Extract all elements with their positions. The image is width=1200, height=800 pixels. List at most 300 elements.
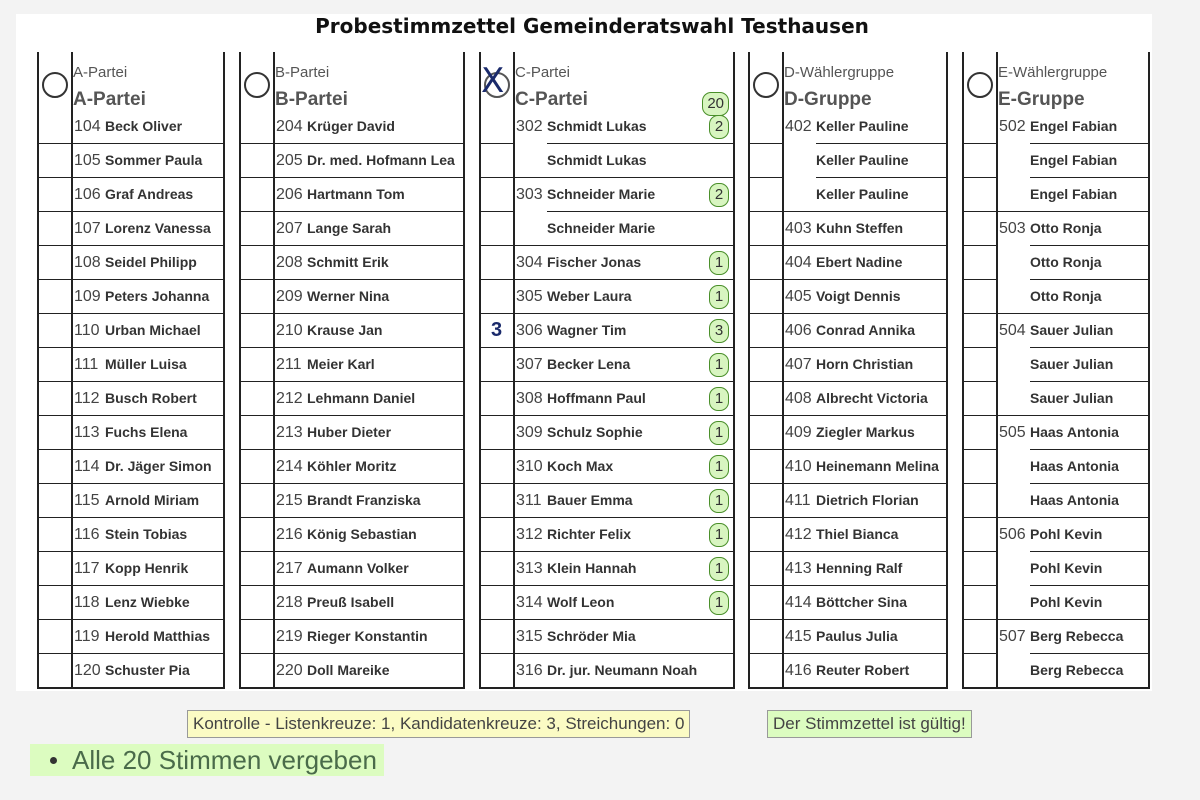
candidate-name: Thiel Bianca [816,526,899,542]
candidate-vote-cell[interactable] [39,450,71,484]
candidate-vote-cell[interactable] [481,382,513,416]
candidate-number: 410 [785,458,812,475]
candidate-vote-cell[interactable] [750,110,782,144]
candidate-name: Henning Ralf [816,560,903,576]
candidate-vote-cell[interactable] [241,348,273,382]
candidate-number: 217 [276,560,303,577]
party-column [37,52,225,689]
party-name-small: D-Wählergruppe [784,64,895,81]
candidate-name: Beck Oliver [105,118,183,134]
candidate-vote-cell[interactable] [39,246,71,280]
candidate-votes-badge: 2 [709,115,729,139]
candidate-number: 105 [74,152,101,169]
candidate-votes-badge: 1 [709,455,729,479]
candidate-vote-cell[interactable] [481,552,513,586]
candidate-name: Paulus Julia [816,628,898,644]
candidate-number: 313 [516,560,543,577]
candidate-row [750,212,946,246]
candidate-name: Krause Jan [307,322,383,338]
candidate-row [241,518,463,552]
candidate-name: Weber Laura [547,288,632,304]
candidate-name: Pohl Kevin [1030,594,1103,610]
candidate-vote-cell[interactable] [39,654,71,688]
candidate-name: König Sebastian [307,526,417,542]
candidate-row [481,586,733,620]
candidate-number: 118 [74,594,100,611]
candidate-number: 409 [785,424,812,441]
candidate-name: Lehmann Daniel [307,390,416,406]
candidate-name: Haas Antonia [1030,424,1119,440]
party-column [479,52,735,689]
candidate-vote-cell[interactable] [964,620,996,654]
candidate-number: 505 [999,424,1026,441]
candidate-vote-cell[interactable] [750,518,782,552]
candidate-row [964,620,1148,654]
candidate-vote-cell[interactable] [481,280,513,314]
candidate-number: 104 [74,118,101,135]
candidate-name: Engel Fabian [1030,186,1118,202]
candidate-vote-cell[interactable] [39,348,71,382]
candidate-name: Engel Fabian [1030,152,1118,168]
candidate-votes-badge: 1 [709,523,729,547]
candidate-row [964,246,1148,280]
candidate-vote-cell[interactable] [241,144,273,178]
candidate-name: Huber Dieter [307,424,392,440]
candidate-vote-cell[interactable] [964,144,996,178]
candidate-name: Fuchs Elena [105,424,188,440]
candidate-number: 212 [276,390,303,407]
candidate-row [241,144,463,178]
candidate-row [750,314,946,348]
candidate-vote-cell[interactable] [750,416,782,450]
candidate-name: Brandt Franziska [307,492,421,508]
candidate-number: 206 [276,186,303,203]
candidate-row [241,314,463,348]
candidate-vote-cell[interactable] [750,212,782,246]
candidate-row [964,314,1148,348]
candidate-name: Ebert Nadine [816,254,903,270]
candidate-number: 107 [74,220,101,237]
candidate-name: Albrecht Victoria [816,390,928,406]
candidate-name: Otto Ronja [1030,288,1102,304]
candidate-number: 216 [276,526,303,543]
candidate-vote-cell[interactable] [481,450,513,484]
candidate-vote-cell[interactable] [241,552,273,586]
candidate-row [481,144,733,178]
candidate-row [241,654,463,688]
candidate-vote-cell[interactable] [241,620,273,654]
candidate-vote-cell[interactable] [750,144,782,178]
candidate-number: 411 [785,492,811,509]
candidate-number: 311 [516,492,542,509]
candidate-number: 209 [276,288,303,305]
candidate-row [750,178,946,212]
candidate-vote-cell[interactable] [39,416,71,450]
candidate-row [750,110,946,144]
candidate-vote-cell[interactable] [39,382,71,416]
candidate-vote-cell[interactable] [481,484,513,518]
candidate-name: Becker Lena [547,356,631,372]
candidate-row [241,450,463,484]
candidate-name: Schmidt Lukas [547,152,647,168]
candidate-vote-cell[interactable] [750,450,782,484]
candidate-vote-cell[interactable] [964,518,996,552]
control-status: Kontrolle - Listenkreuze: 1, Kandidatenkreuze: 3, Streichungen: 0 [187,710,690,738]
party-column [748,52,948,689]
candidate-row [750,450,946,484]
party-column [962,52,1150,689]
candidate-name: Klein Hannah [547,560,637,576]
candidate-row [964,416,1148,450]
candidate-name: Schneider Marie [547,220,656,236]
candidate-vote-cell[interactable] [39,144,71,178]
candidate-vote-cell[interactable] [481,654,513,688]
candidate-name: Richter Felix [547,526,632,542]
candidate-vote-cell[interactable] [241,212,273,246]
candidate-row [750,620,946,654]
candidate-name: Schneider Marie [547,186,656,202]
candidate-number: 407 [785,356,812,373]
candidate-vote-cell[interactable] [241,280,273,314]
party-total-badge: 20 [702,92,729,116]
candidate-row [39,620,223,654]
candidate-name: Horn Christian [816,356,914,372]
candidate-row [481,484,733,518]
party-name: D-Gruppe [784,89,872,110]
candidate-name: Rieger Konstantin [307,628,428,644]
candidate-name: Arnold Miriam [105,492,200,508]
page-title: Probestimmzettel Gemeinderatswahl Testhausen [315,14,869,38]
candidate-number: 114 [74,458,100,475]
candidate-number: 219 [276,628,303,645]
candidate-vote-cell[interactable] [964,178,996,212]
candidate-name: Müller Luisa [105,356,187,372]
candidate-vote-cell[interactable] [964,314,996,348]
candidate-number: 309 [516,424,543,441]
candidate-number: 413 [785,560,812,577]
candidate-vote-cell[interactable] [964,246,996,280]
candidate-number: 403 [785,220,812,237]
candidate-name: Seidel Philipp [105,254,197,270]
candidate-name: Preuß Isabell [307,594,395,610]
candidate-number: 314 [516,594,543,611]
candidate-row [39,144,223,178]
candidate-vote-cell[interactable] [39,110,71,144]
candidate-name: Lange Sarah [307,220,392,236]
candidate-vote-cell[interactable] [241,110,273,144]
candidate-row [750,586,946,620]
candidate-row [481,280,733,314]
candidate-name: Meier Karl [307,356,375,372]
candidate-vote-cell[interactable] [481,348,513,382]
candidate-row [481,416,733,450]
candidate-number: 502 [999,118,1026,135]
candidate-number: 312 [516,526,543,543]
candidate-row [481,348,733,382]
candidate-number: 204 [276,118,303,135]
party-name-small: E-Wählergruppe [998,64,1108,81]
candidate-vote-cell[interactable] [964,450,996,484]
candidate-row [39,314,223,348]
candidate-number: 112 [74,390,100,407]
candidate-row [964,382,1148,416]
candidate-row [39,484,223,518]
candidate-vote-cell[interactable] [39,314,71,348]
candidate-number: 412 [785,526,812,543]
candidate-vote-cell[interactable] [750,484,782,518]
candidate-row [964,280,1148,314]
candidate-number: 306 [516,322,543,339]
candidate-number: 414 [785,594,812,611]
candidate-number: 119 [74,628,100,645]
candidate-vote-cell[interactable] [39,484,71,518]
candidate-name: Fischer Jonas [547,254,642,270]
candidate-vote-cell[interactable] [241,246,273,280]
candidate-name: Keller Pauline [816,118,909,134]
candidate-row [481,212,733,246]
candidate-row [750,416,946,450]
candidate-votes-badge: 1 [709,387,729,411]
candidate-name: Köhler Moritz [307,458,397,474]
candidate-row [750,246,946,280]
candidate-vote-cell[interactable] [964,552,996,586]
candidate-number: 109 [74,288,101,305]
candidate-number: 208 [276,254,303,271]
candidate-number: 205 [276,152,303,169]
candidate-vote-cell[interactable] [39,178,71,212]
candidate-number: 402 [785,118,812,135]
candidate-name: Schmidt Lukas [547,118,647,134]
candidate-vote-cell[interactable] [750,246,782,280]
candidate-votes-badge: 1 [709,489,729,513]
party-list-checkbox[interactable] [753,72,779,98]
candidate-row [241,586,463,620]
candidate-name: Lenz Wiebke [105,594,190,610]
candidate-row [481,654,733,688]
candidate-vote-cell[interactable] [481,178,513,212]
candidate-name: Sauer Julian [1030,322,1114,338]
candidate-vote-cell[interactable] [481,144,513,178]
candidate-vote-cell[interactable] [39,280,71,314]
candidate-name: Berg Rebecca [1030,662,1124,678]
candidate-vote-cell[interactable] [241,314,273,348]
candidate-vote-cell[interactable] [241,382,273,416]
candidate-row [481,620,733,654]
candidate-number: 215 [276,492,303,509]
candidate-row [241,620,463,654]
validity-status: Der Stimmzettel ist gültig! [767,710,972,738]
candidate-name: Peters Johanna [105,288,210,304]
candidate-votes-badge: 1 [709,251,729,275]
candidate-vote-cell[interactable] [39,586,71,620]
candidate-row [241,178,463,212]
candidate-name: Böttcher Sina [816,594,908,610]
candidate-number: 408 [785,390,812,407]
candidate-row [964,110,1148,144]
party-name: B-Partei [275,89,348,110]
candidate-vote-cell[interactable] [964,110,996,144]
candidate-vote-cell[interactable] [481,212,513,246]
candidate-number: 111 [74,356,99,373]
candidate-vote-cell[interactable] [750,178,782,212]
candidate-votes-badge: 1 [709,353,729,377]
candidate-vote-cell[interactable] [750,314,782,348]
summary-text: Alle 20 Stimmen vergeben [72,745,377,775]
candidate-name: Sauer Julian [1030,356,1114,372]
candidate-row [964,552,1148,586]
candidate-number: 116 [74,526,100,543]
candidate-name: Schulz Sophie [547,424,643,440]
candidate-vote-cell[interactable] [750,348,782,382]
candidate-vote-cell[interactable] [481,246,513,280]
candidate-row [39,382,223,416]
candidate-row [39,586,223,620]
candidate-votes-badge: 2 [709,183,729,207]
candidate-name: Reuter Robert [816,662,910,678]
candidate-vote-cell[interactable] [964,382,996,416]
candidate-vote-cell[interactable] [750,586,782,620]
candidate-row [39,450,223,484]
candidate-number: 304 [516,254,543,271]
candidate-name: Berg Rebecca [1030,628,1124,644]
candidate-name: Kopp Henrik [105,560,189,576]
candidate-row [481,314,733,348]
candidate-vote-cell[interactable] [750,280,782,314]
candidate-votes-badge: 1 [709,285,729,309]
candidate-number: 214 [276,458,303,475]
candidate-vote-cell[interactable] [481,110,513,144]
candidate-vote-cell[interactable] [241,586,273,620]
candidate-number: 207 [276,220,303,237]
candidate-vote-cell[interactable] [964,654,996,688]
candidate-vote-cell[interactable] [964,586,996,620]
candidate-vote-cell[interactable] [241,450,273,484]
candidate-number: 404 [785,254,812,271]
candidate-number: 117 [74,560,100,577]
candidate-number: 106 [74,186,101,203]
candidate-vote-cell[interactable] [39,212,71,246]
candidate-number: 213 [276,424,303,441]
candidate-row [241,552,463,586]
candidate-row [750,144,946,178]
candidate-name: Keller Pauline [816,152,909,168]
candidate-number: 115 [74,492,100,509]
candidate-row [964,450,1148,484]
candidate-row [39,212,223,246]
candidate-vote-cell[interactable] [750,620,782,654]
candidate-vote-cell[interactable] [241,416,273,450]
candidate-name: Heinemann Melina [816,458,939,474]
candidate-votes-badge: 3 [709,319,729,343]
candidate-name: Krüger David [307,118,395,134]
candidate-row [481,450,733,484]
candidate-name: Schmitt Erik [307,254,389,270]
candidate-number: 218 [276,594,303,611]
candidate-name: Graf Andreas [105,186,194,202]
candidate-vote-cell[interactable] [964,348,996,382]
candidate-row [241,280,463,314]
candidate-vote-cell[interactable] [481,518,513,552]
candidate-name: Hoffmann Paul [547,390,646,406]
candidate-name: Busch Robert [105,390,197,406]
candidate-vote-cell[interactable] [241,654,273,688]
candidate-name: Otto Ronja [1030,220,1102,236]
candidate-vote-cell[interactable] [964,484,996,518]
party-list-checkbox[interactable] [244,72,270,98]
candidate-number: 506 [999,526,1026,543]
candidate-number: 315 [516,628,543,645]
candidate-name: Voigt Dennis [816,288,901,304]
candidate-number: 305 [516,288,543,305]
candidate-vote-cell[interactable] [750,382,782,416]
candidate-name: Ziegler Markus [816,424,915,440]
candidate-vote-cell[interactable] [481,416,513,450]
candidate-vote-cell[interactable] [241,518,273,552]
party-list-checkbox[interactable] [42,72,68,98]
candidate-number: 415 [785,628,812,645]
candidate-vote-cell[interactable] [241,178,273,212]
candidate-name: Kuhn Steffen [816,220,904,236]
candidate-number: 316 [516,662,543,679]
candidate-votes-badge: 1 [709,421,729,445]
candidate-name: Koch Max [547,458,614,474]
candidate-votes-badge: 1 [709,557,729,581]
candidate-row [481,382,733,416]
party-list-checkbox[interactable] [967,72,993,98]
candidate-vote-cell[interactable] [481,314,513,348]
candidate-row [39,280,223,314]
candidate-vote-cell[interactable] [241,484,273,518]
candidate-number: 307 [516,356,543,373]
candidate-name: Wagner Tim [547,322,627,338]
candidate-row [964,484,1148,518]
candidate-vote-cell[interactable] [481,620,513,654]
candidate-row [964,144,1148,178]
candidate-vote-cell[interactable] [481,586,513,620]
candidate-row [750,348,946,382]
candidate-vote-cell[interactable] [964,280,996,314]
candidate-row [481,178,733,212]
candidate-row [241,484,463,518]
candidate-name: Bauer Emma [547,492,633,508]
candidate-name: Haas Antonia [1030,492,1119,508]
candidate-row [241,110,463,144]
candidate-vote-cell[interactable] [750,552,782,586]
candidate-number: 108 [74,254,101,271]
candidate-name: Dr. Jäger Simon [105,458,212,474]
candidate-vote-cell[interactable] [39,620,71,654]
candidate-row [964,178,1148,212]
candidate-row [750,382,946,416]
candidate-vote-cell[interactable] [964,416,996,450]
candidate-vote-cell[interactable] [39,518,71,552]
candidate-name: Pohl Kevin [1030,526,1103,542]
candidate-number: 211 [276,356,302,373]
candidate-row [39,348,223,382]
candidate-vote-cell[interactable] [964,212,996,246]
candidate-vote-cell[interactable] [39,552,71,586]
candidate-number: 405 [785,288,812,305]
candidate-name: Wolf Leon [547,594,615,610]
candidate-row [39,178,223,212]
candidate-number: 310 [516,458,543,475]
candidate-row [241,212,463,246]
candidate-vote-cell[interactable] [750,654,782,688]
candidate-row [241,246,463,280]
candidate-row [241,416,463,450]
candidate-row [964,586,1148,620]
candidate-name: Urban Michael [105,322,201,338]
